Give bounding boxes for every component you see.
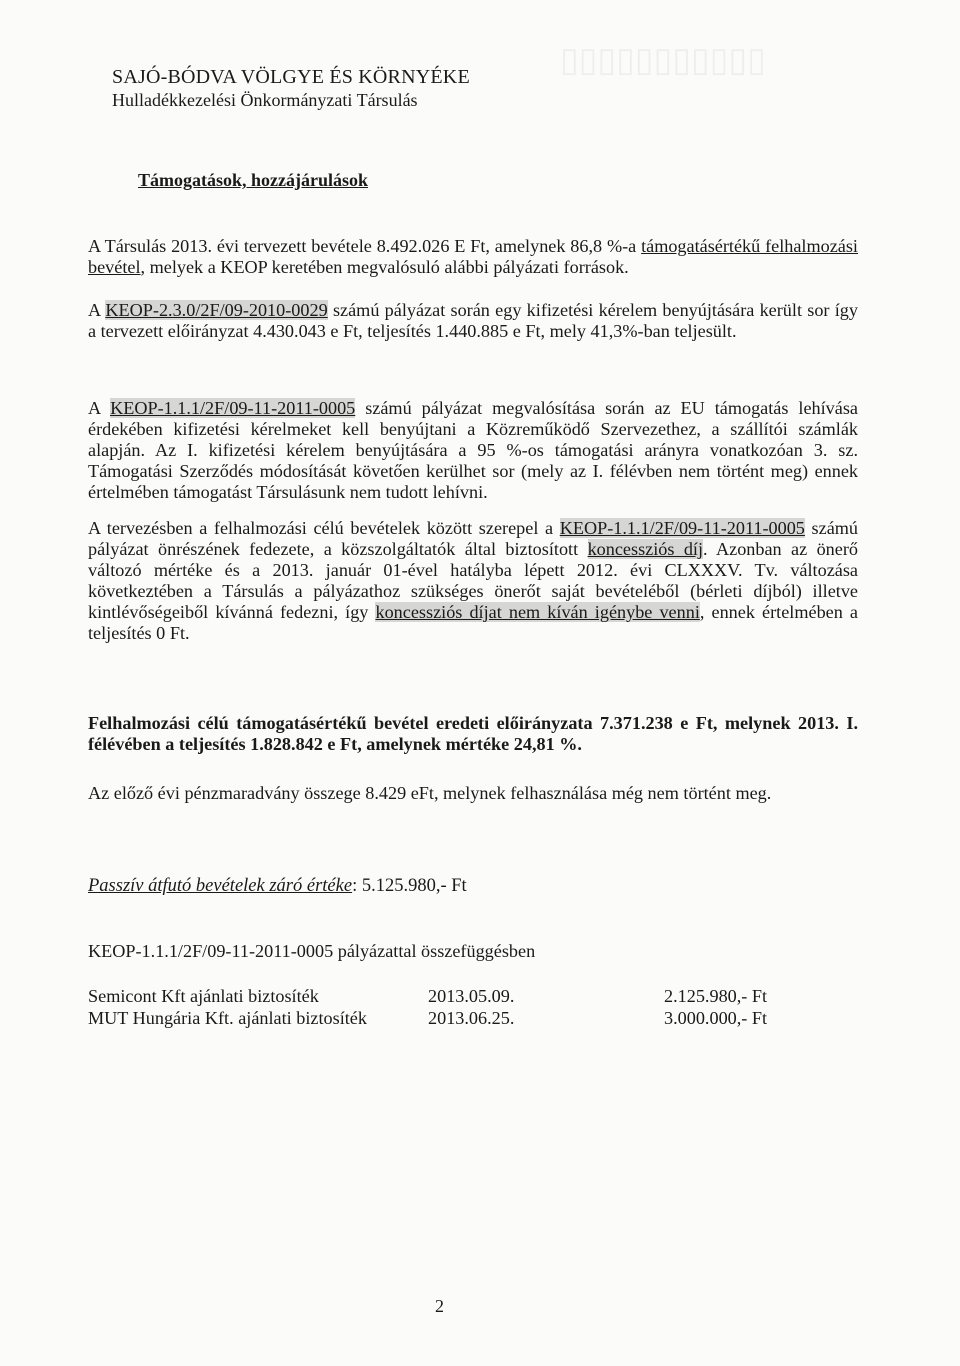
table-row [88, 985, 878, 1007]
guarantee-table [88, 985, 878, 1029]
row-amount: 3.000.000,- Ft [664, 1008, 768, 1028]
p2-text-c: számú pályázat során egy kifizetési kérelem benyújtására került sor így a tervezett előirányzat 4.430.043 e Ft, teljesítés 1.440.885 e Ft, mely 41,3%-ban teljesült. [88, 300, 858, 341]
p4-project-code: KEOP-1.1.1/2F/09-11-2011-0005 [559, 518, 805, 538]
p4-text-a: A tervezésben a felhalmozási célú bevételek között szerepel a [88, 518, 560, 538]
p4-concession-fee: koncessziós díj [587, 539, 704, 559]
row-name: Semicont Kft ajánlati biztosíték [88, 986, 319, 1006]
row-date: 2013.06.25. [428, 1008, 515, 1028]
passive-revenue-label: Passzív átfutó bevételek záró értéke [88, 876, 353, 896]
p2-text-a: A [88, 300, 106, 320]
p2-project-code: KEOP-2.3.0/2F/09-2010-0029 [105, 300, 328, 320]
paragraph-revenue [88, 236, 858, 278]
paragraph-planning [88, 518, 858, 644]
p1-text-a: A Társulás 2013. évi tervezett bevétele 8.492.026 E Ft, amelynek 86,8 %-a [88, 236, 642, 256]
p4-concession-note: koncessziós díjat nem kíván igénybe venni [375, 602, 700, 622]
section-title: Támogatások, hozzájárulások [138, 170, 369, 190]
bleed-through-text: ▯▯▯▯▯▯▯▯▯▯▯ [560, 41, 766, 79]
p4-text-g: , ennek értelmében a teljesítés 0 Ft. [88, 602, 858, 643]
paragraph-keop-2 [88, 300, 858, 342]
table-row [88, 1007, 878, 1029]
paragraph-related: KEOP-1.1.1/2F/09-11-2011-0005 pályázattal összefüggésben [88, 941, 536, 961]
row-name: MUT Hungária Kft. ajánlati biztosíték [88, 1008, 367, 1028]
org-name: SAJÓ-BÓDVA VÖLGYE ÉS KÖRNYÉKE [112, 66, 470, 88]
p1-text-b: támogatásértékű felhalmozási bevétel [88, 236, 858, 277]
paragraph-prior-residual: Az előző évi pénzmaradvány összege 8.429 eFt, melynek felhasználása még nem történt meg. [88, 783, 772, 803]
p4-text-e: . Azonban az önerő változó mértéke és a 2013. január 01-ével hatályba lépett 2012. évi CLXXXV. Tv. változása következtében a Társulás a pályázathoz szükséges önerőt saját bevételéből (bérleti díjból) illetve kintlévőségeiből kívánná fedezni, így [88, 539, 858, 622]
passive-revenue-value: : 5.125.980,- Ft [352, 876, 467, 896]
page-number: 2 [435, 1296, 444, 1316]
org-subtitle: Hulladékkezelési Önkormányzati Társulás [112, 90, 418, 110]
p1-text-c: , melyek a KEOP keretében megvalósuló alábbi pályázati források. [140, 257, 629, 277]
p3-project-code: KEOP-1.1.1/2F/09-11-2011-0005 [110, 398, 356, 418]
row-date: 2013.05.09. [428, 986, 515, 1006]
paragraph-summary: Felhalmozási célú támogatásértékű bevétel eredeti előirányzata 7.371.238 e Ft, melynek 2013. I. félévében a teljesítés 1.828.842 e Ft, amelynek mértéke 24,81 %. [88, 713, 858, 754]
p4-text-c: számú pályázat önrészének fedezete, a közszolgáltatók által biztosított [88, 518, 859, 559]
p3-text-c: számú pályázat megvalósítása során az EU támogatás lehívása érdekében kifizetési kérelmeket kell benyújtani a Közreműködő Szervezethez, a szállítói számlák alapján. Az I. kifizetési kérelem benyújtására a 95 %-os támogatási arányra vonatkozóan 3. sz. Támogatási Szerződés módosítását követően kerülhet sor (mely az I. félévben nem történt meg) ennek értelmében támogatást Társulásunk nem tudott lehívni. [88, 398, 858, 502]
paragraph-keop-1 [88, 398, 858, 503]
row-amount: 2.125.980,- Ft [664, 986, 768, 1006]
paragraph-passive-revenue [88, 876, 858, 897]
p3-text-a: A [88, 398, 111, 418]
